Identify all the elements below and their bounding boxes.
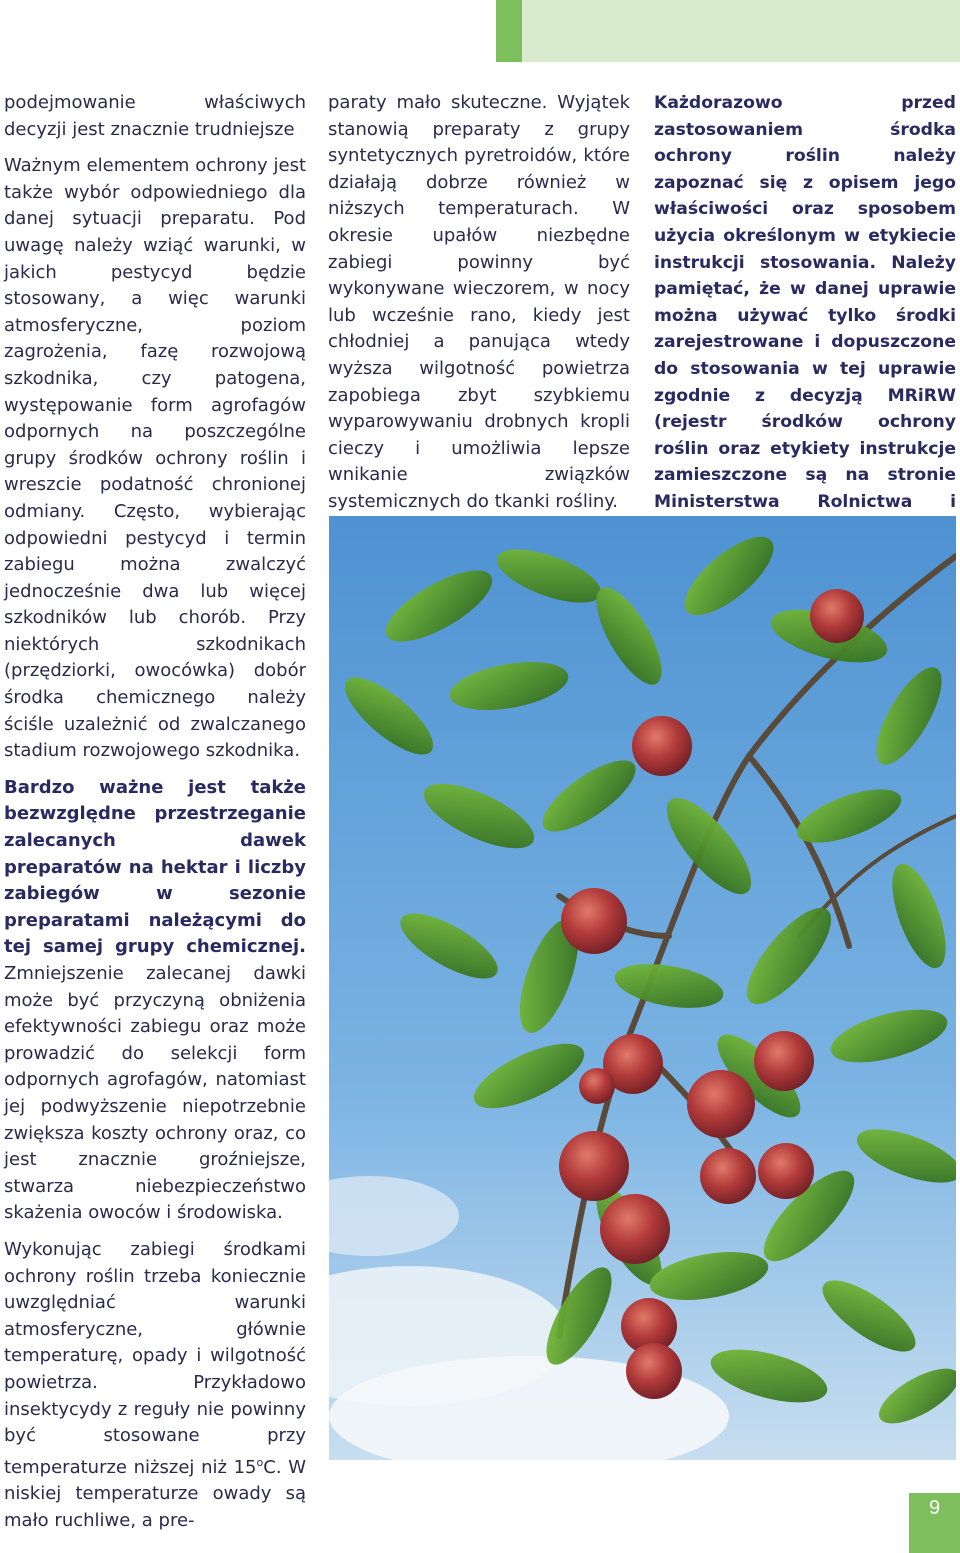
paragraph (4, 775, 306, 1227)
paragraph: Ważnym elementem ochrony jest także wybór odpowiedniego dla danej sytuacji preparatu. Pod uwagę należy wziąć warunki, w jakich pestycyd będzie stosowany, a więc warunki atmosferyczne, poziom zagrożenia, fazę rozwojową szkodnika, czy patogena, występowanie form agrofagów odpornych na poszczególne grupy środków ochrony roślin i wreszcie podatność chronionej odmiany. Często, wybierając odpowiedni pestycyd i termin zabiegu można zwalczyć jednocześnie dwa lub więcej szkodników lub chorób. Przy niektórych szkodnikach (przędziorki, owocówka) dobór środka chemicznego należy ściśle uzależnić od zwalczanego stadium rozwojowego szkodnika. (4, 155, 306, 762)
paragraph-text: Wykonując zabiegi środkami ochrony roślin trzeba koniecznie uwzględniać warunki atmosferyczne, głównie temperaturę, opady i wilgotność powietrza. Przykładowo insektycydy z reguły nie powinny być stosowane przy temperaturze niższej niż 15 (4, 1238, 306, 1478)
text-column-left (4, 90, 306, 1534)
text-column-right (654, 90, 956, 542)
paragraph: podejmowanie właściwych decyzji jest znacznie trudniejsze (4, 92, 306, 140)
text-column-middle (328, 90, 630, 516)
paragraph-text: Zmniejszenie zalecanej dawki może być przyczyną obniżenia efektywności zabiegu oraz może prowadzić do selekcji form odpornych agrofagów, natomiast jej podwyższenie niepotrzebnie zwiększa koszty ochrony oraz, co jest znacznie groźniejsze, stwarza niebezpieczeństwo skażenia owoców i środowiska. (4, 963, 306, 1224)
header-accent-bar (496, 0, 522, 62)
bold-emphasis: Bardzo ważne jest także bezwzględne przestrzeganie zalecanych dawek preparatów na hektar i liczby zabiegów w sezonie preparatami należącymi do tej samej grupy chemicznej. (4, 776, 306, 958)
paragraph (4, 1237, 306, 1535)
paragraph: paraty mało skuteczne. Wyjątek stanowią preparaty z grupy syntetycznych pyretroidów, które działają dobrze również w niższych temperaturach. W okresie upałów niezbędne zabiegi powinny być wykonywane wieczorem, w nocy lub wcześnie rano, kiedy jest chłodniej a panująca wtedy wyższa wilgotność powietrza zapobiega zbyt szybkiemu wyparowywaniu drobnych kropli cieczy i umożliwia lepsze wnikanie związków systemicznych do tkanki rośliny. (328, 92, 630, 512)
paragraph: Każdorazowo przed zastosowaniem środka ochrony roślin należy zapoznać się z opisem jego właściwości oraz sposobem użycia określonym w etykiecie instrukcji stosowania. Należy pamiętać, że w danej uprawie można używać tylko środki zarejestrowane i dopuszczone do stosowania w tej uprawie zgodnie z decyzją MRiRW (rejestr środków ochrony roślin oraz etykiety instrukcje zamieszczone są na stronie Ministerstwa Rolnictwa i (654, 93, 956, 512)
apple-branch-photo (329, 516, 956, 1460)
page-number: 9 (928, 1497, 941, 1519)
header-band (522, 0, 960, 62)
degree-sup: o (256, 1455, 264, 1469)
paragraph-text: C. W niskiej temperaturze owady są mało ruchliwe, a pre- (4, 1456, 307, 1531)
